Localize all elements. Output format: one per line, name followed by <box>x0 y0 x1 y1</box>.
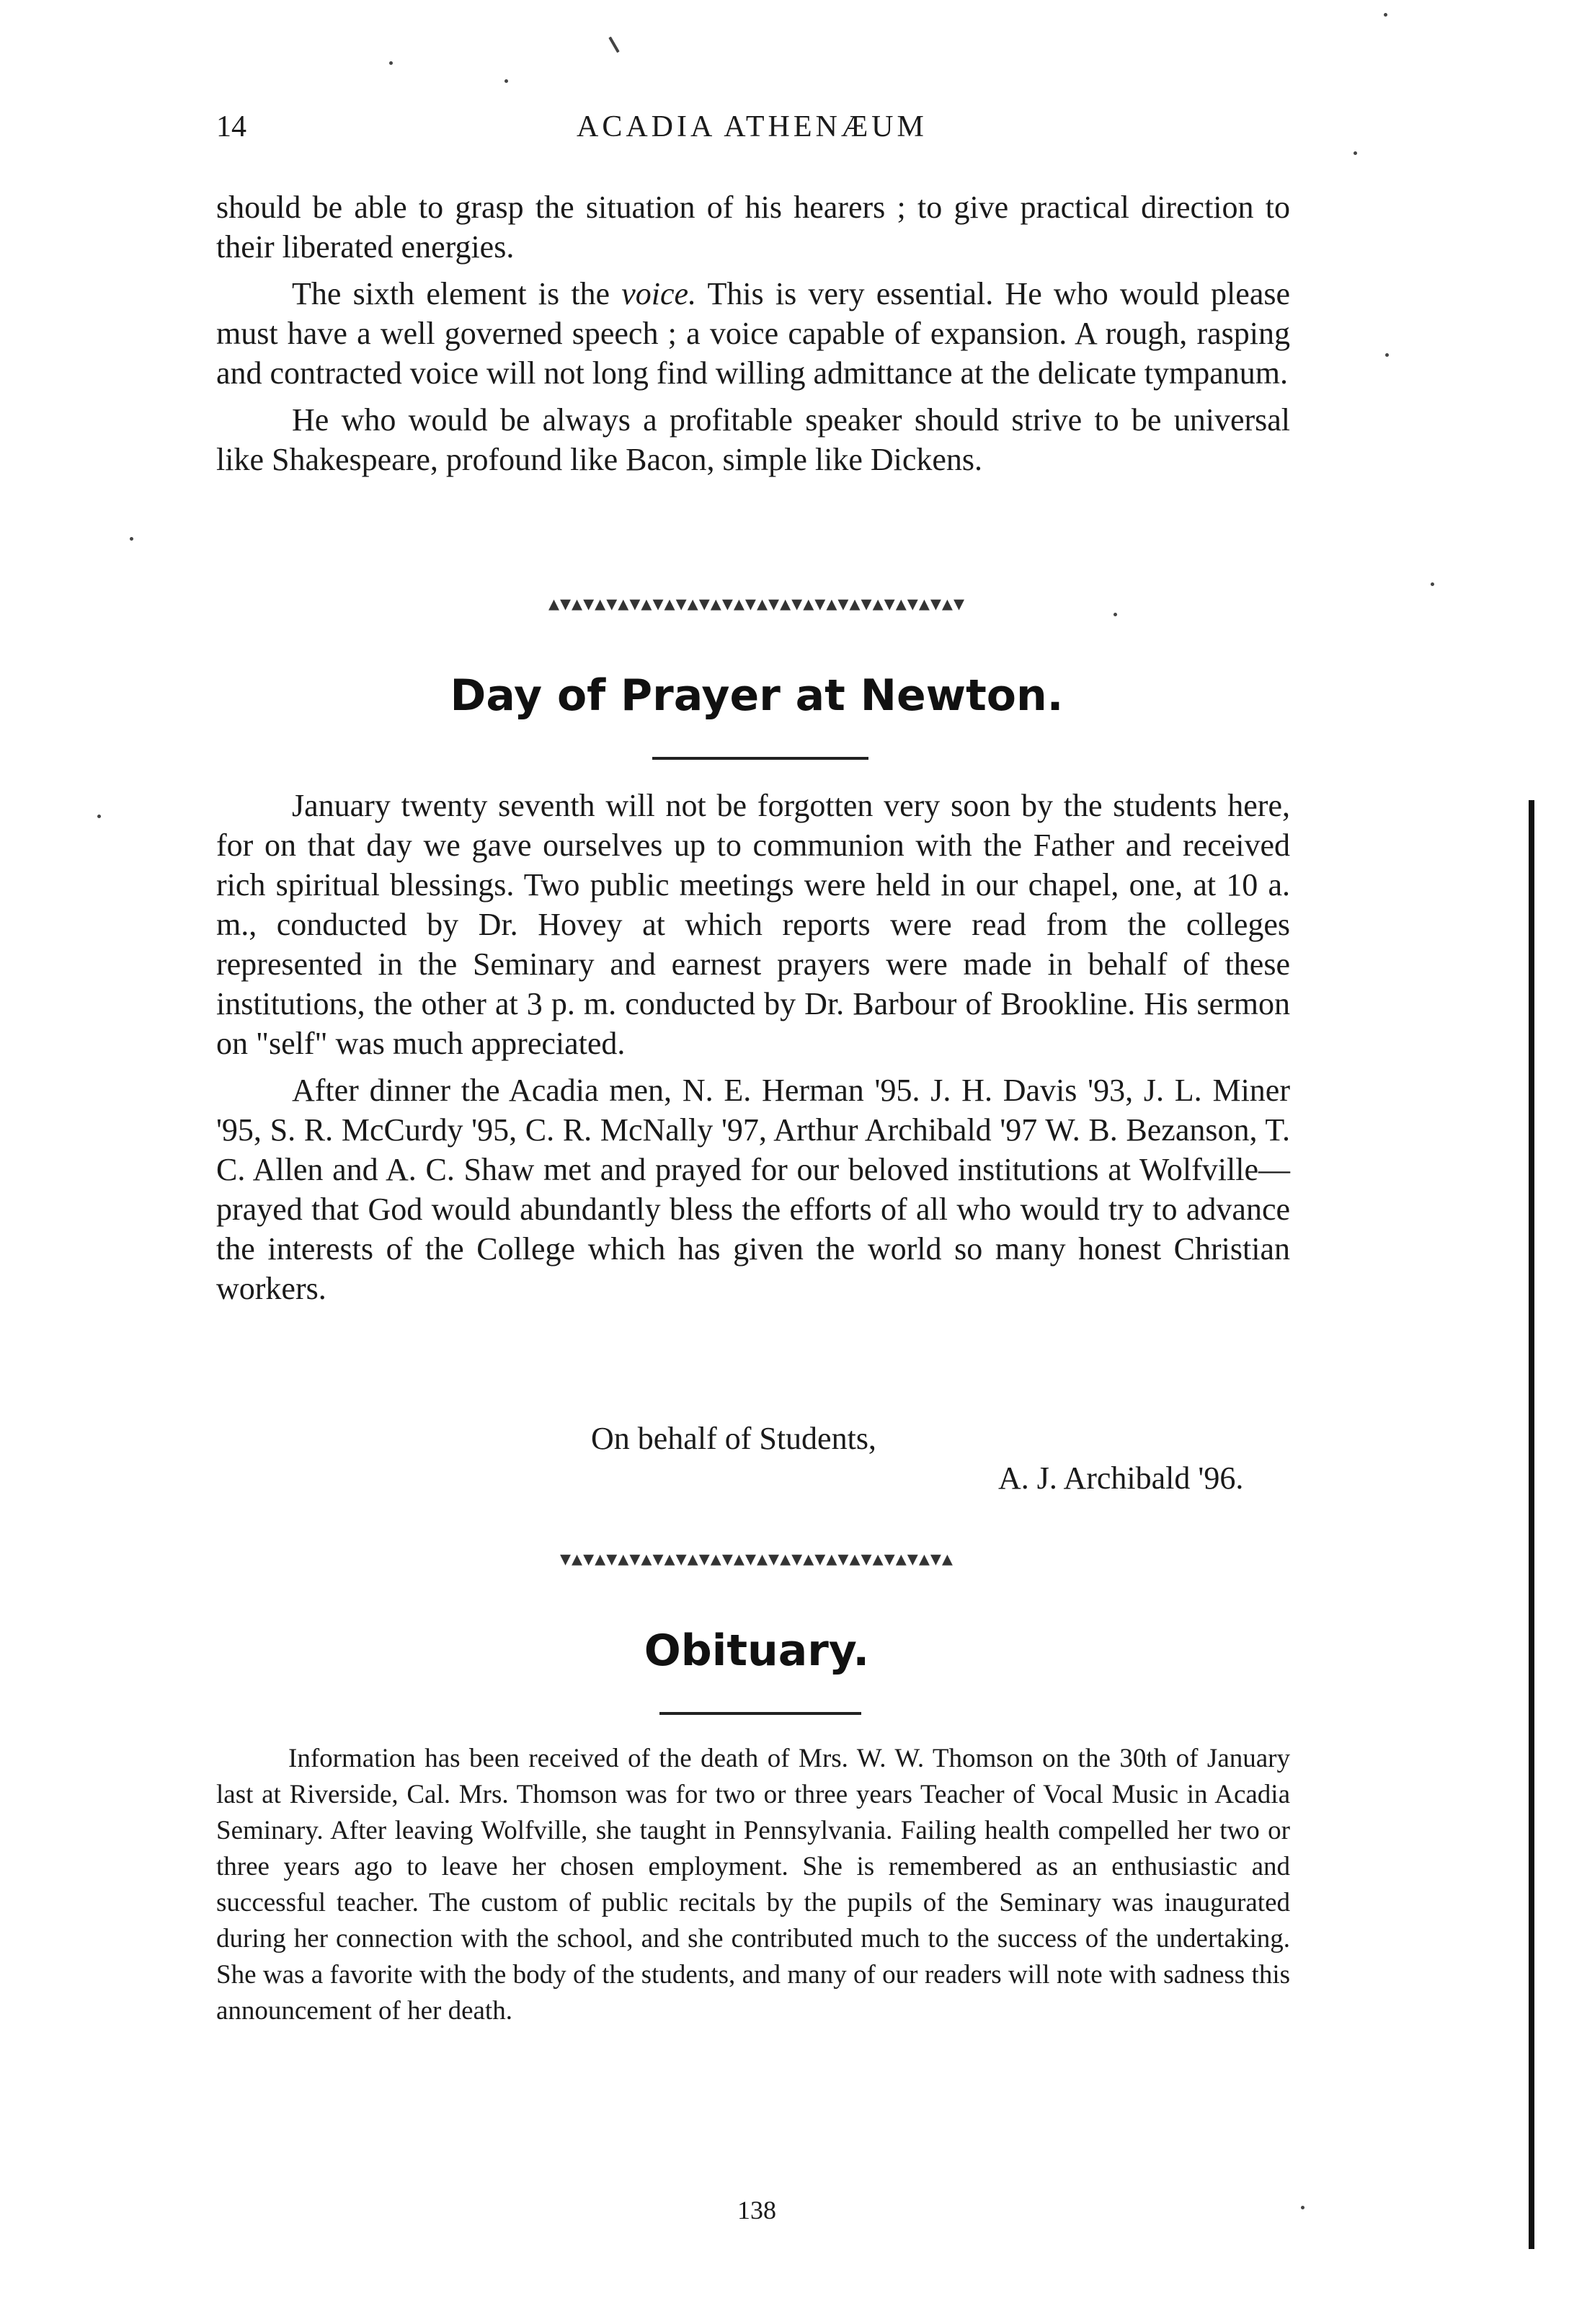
paragraph <box>216 274 1290 393</box>
emphasis-text: voice. <box>621 276 697 311</box>
scan-speck <box>97 815 101 818</box>
text-run: The sixth element is the <box>292 276 622 311</box>
section-ornament: ▴▾▴▾▴▾▴▾▴▾▴▾▴▾▴▾▴▾▴▾▴▾▴▾▴▾▴▾▴▾▴▾▴▾▴▾ <box>548 591 966 616</box>
title-rule <box>652 757 868 760</box>
signoff-line: On behalf of Students, <box>591 1421 876 1456</box>
page-number: 14 <box>216 110 246 143</box>
text-run: This is very essential. He who would please must have a well governed speech ; a voice capable of expansion. A rough, rasping and contracted voice will not long find willing admittance at the delicate tympanum. <box>216 276 1290 391</box>
intro-text <box>216 187 1290 479</box>
title-rule <box>659 1712 861 1715</box>
paragraph: should be able to grasp the situation of his hearers ; to give practical direction to their liberated energies. <box>216 190 1290 265</box>
paragraph: After dinner the Acadia men, N. E. Herman '95. J. H. Davis '93, J. L. Miner '95, S. R. McCurdy '95, C. R. McNally '97, Arthur Archibald '97 W. B. Bezanson, T. C. Allen and A. C. Shaw met and prayed for our beloved institutions at Wolfville—prayed that God would abundantly bless the efforts of all who would try to advance the interests of the College which has given the world so many honest Christian workers. <box>216 1073 1290 1306</box>
scan-speck <box>1385 353 1389 357</box>
scan-speck <box>1384 13 1387 17</box>
paragraph: January twenty seventh will not be forgotten very soon by the students here, for on that day we gave ourselves up to communion with the Father and received rich spiritual blessings. Two public meetings were held in our chapel, one, at 10 a. m., conducted by Dr. Hovey at which reports were read from the colleges represented in the Seminary and earnest prayers were made in behalf of these institutions, the other at 3 p. m. conducted by Dr. Barbour of Brookline. His sermon on "self" was much appreciated. <box>216 788 1290 1061</box>
scan-speck <box>389 61 393 65</box>
scan-speck <box>608 37 619 53</box>
page-edge-shadow <box>1529 800 1534 2249</box>
paragraph: Information has been received of the death of Mrs. W. W. Thomson on the 30th of January last at Riverside, Cal. Mrs. Thomson was for two or three years Teacher of Vocal Music in Acadia Seminary. After leaving Wolfville, she taught in Pennsylvania. Failing health compelled her two or three years ago to leave her chosen employment. She is remembered as an enthusiastic and successful teacher. The custom of public recitals by the pupils of the Seminary was inaugurated during her connection with the school, and she contributed much to the success of the undertaking. She was a favorite with the body of the students, and many of our readers will note with sadness this announcement of her death. <box>216 1744 1290 2026</box>
signoff-author: A. J. Archibald '96. <box>998 1460 1244 1496</box>
obituary-text <box>216 1741 1290 2029</box>
folio-number: 138 <box>737 2196 776 2225</box>
scan-speck <box>505 79 508 83</box>
section-title: Day of Prayer at Newton. <box>450 670 1064 721</box>
prayer-text <box>216 786 1290 1308</box>
scan-speck <box>1354 151 1357 155</box>
paragraph: He who would be always a profitable speaker should strive to be universal like Shakespeare, profound like Bacon, simple like Dickens. <box>216 402 1290 477</box>
scan-speck <box>130 537 133 541</box>
section-title: Obituary. <box>644 1626 870 1676</box>
running-head: ACADIA ATHENÆUM <box>577 110 928 143</box>
section-ornament: ▾▴▾▴▾▴▾▴▾▴▾▴▾▴▾▴▾▴▾▴▾▴▾▴▾▴▾▴▾▴▾▴▾▴ <box>560 1546 954 1571</box>
scan-speck <box>1431 582 1434 586</box>
